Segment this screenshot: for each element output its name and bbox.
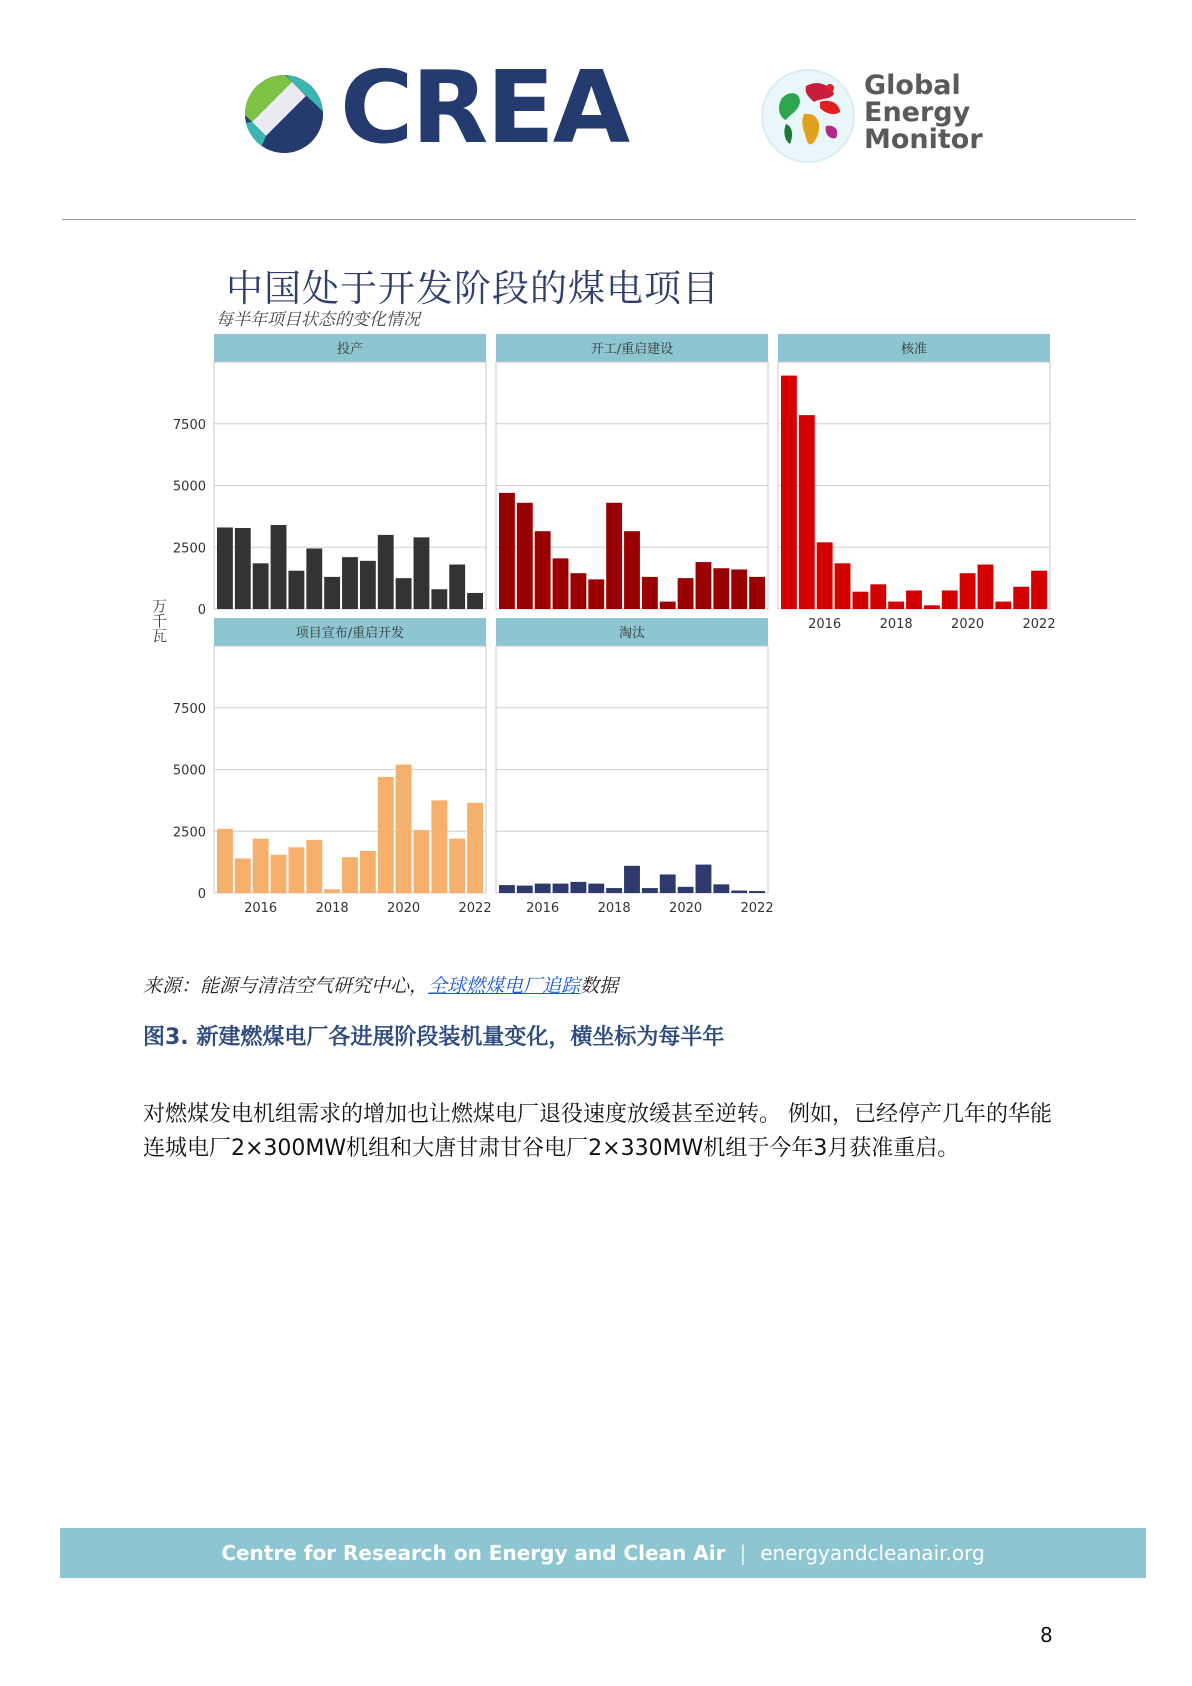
bar: [642, 577, 658, 609]
facet-title: 开工/重启建设: [590, 342, 674, 357]
bar: [660, 602, 676, 609]
bar: [870, 584, 886, 609]
y-tick-label: 7500: [172, 701, 206, 717]
bar: [288, 571, 304, 609]
bar: [324, 577, 340, 609]
y-tick-label: 2500: [172, 825, 206, 841]
bar: [217, 829, 233, 893]
x-tick-label: 2016: [808, 617, 842, 632]
bar: [906, 590, 922, 609]
bar: [678, 887, 694, 893]
x-tick-label: 2020: [669, 901, 703, 916]
bar: [570, 573, 586, 609]
y-tick-label: 0: [197, 603, 206, 618]
x-tick-label: 2022: [1022, 617, 1056, 632]
y-tick-label: 5000: [172, 479, 206, 495]
bar: [378, 777, 394, 893]
bar: [642, 888, 658, 893]
bar: [378, 535, 394, 609]
source-prefix: 来源：能源与清洁空气研究中心，: [143, 975, 429, 997]
facet-title: 项目宣布/重启开发: [295, 626, 405, 641]
bar: [306, 840, 322, 893]
chart-subtitle: 每半年项目状态的变化情况: [216, 310, 420, 330]
bar: [253, 563, 269, 609]
facet-title: 核准: [900, 342, 928, 357]
facet-title: 淘汰: [618, 626, 646, 641]
figure-caption: 图3. 新建燃煤电厂各进展阶段装机量变化，横坐标为每半年: [143, 1025, 725, 1050]
y-tick-label: 2500: [172, 541, 206, 557]
bar: [749, 577, 765, 609]
bar: [253, 839, 269, 893]
bar: [553, 558, 569, 609]
bar: [924, 605, 940, 609]
source-link[interactable]: 全球燃煤电厂追踪: [428, 975, 581, 997]
bar: [1013, 587, 1029, 609]
bar: [817, 542, 833, 609]
bar: [888, 602, 904, 609]
bar: [799, 415, 815, 609]
bar: [588, 884, 604, 893]
y-axis-label: 万千瓦: [150, 598, 168, 643]
bar: [960, 573, 976, 609]
bar: [606, 503, 622, 609]
bar: [235, 528, 251, 609]
x-tick-label: 2020: [951, 617, 985, 632]
y-tick-label: 0: [197, 887, 206, 902]
bar: [749, 891, 765, 893]
bar: [1031, 571, 1047, 609]
bar: [731, 569, 747, 609]
bar: [606, 888, 622, 893]
bar: [852, 592, 868, 609]
bar: [499, 493, 515, 609]
bar: [449, 565, 465, 609]
bar: [342, 557, 358, 609]
bar: [696, 865, 712, 893]
source-line: [143, 971, 618, 998]
source-suffix: 数据: [580, 975, 619, 997]
body-paragraph: 对燃煤发电机组需求的增加也让燃煤电厂退役速度放缓甚至逆转。 例如，已经停产几年的华能连城电厂2×300MW机组和大唐甘肃甘谷电厂2×330MW机组于今年3月获准重启。: [143, 1102, 1052, 1161]
bar: [660, 874, 676, 893]
bar: [414, 537, 430, 609]
bar: [449, 839, 465, 893]
bar: [995, 602, 1011, 609]
bar: [978, 565, 994, 609]
bar: [835, 563, 851, 609]
footer-separator: |: [739, 1541, 747, 1565]
page-number: 8: [1040, 1623, 1053, 1647]
bar: [517, 886, 533, 893]
x-tick-label: 2022: [458, 901, 492, 916]
bar: [588, 579, 604, 609]
bar: [342, 857, 358, 893]
bar: [570, 882, 586, 893]
bar: [235, 858, 251, 893]
bar: [624, 531, 640, 609]
bar: [781, 376, 797, 609]
footer-org: Centre for Research on Energy and Clean Air: [221, 1541, 726, 1565]
bar: [517, 503, 533, 609]
x-tick-label: 2018: [879, 617, 913, 632]
bar: [535, 884, 551, 893]
bar: [360, 561, 376, 609]
bar: [678, 578, 694, 609]
bar: [306, 548, 322, 609]
bar: [731, 891, 747, 893]
bar: [499, 885, 515, 893]
bar: [942, 590, 958, 609]
bar: [414, 830, 430, 893]
footer-bar: [60, 1528, 1146, 1578]
bar: [431, 589, 447, 609]
bar: [553, 884, 569, 893]
y-tick-label: 7500: [172, 417, 206, 433]
crea-logo-text: CREA: [340, 49, 629, 166]
bar: [624, 866, 640, 893]
gem-logo-text: Global Energy Monitor: [864, 70, 983, 155]
footer-website[interactable]: energyandcleanair.org: [760, 1541, 985, 1565]
x-tick-label: 2018: [315, 901, 349, 916]
bar: [696, 562, 712, 609]
bar: [324, 889, 340, 893]
bar: [467, 593, 483, 609]
chart-title: 中国处于开发阶段的煤电项目: [226, 267, 720, 310]
x-tick-label: 2022: [740, 901, 774, 916]
bar: [360, 851, 376, 893]
bar: [535, 531, 551, 609]
x-tick-label: 2020: [387, 901, 421, 916]
bar: [431, 800, 447, 893]
bar: [713, 884, 729, 893]
bar: [271, 525, 287, 609]
facet-title: 投产: [336, 342, 364, 357]
x-tick-label: 2016: [244, 901, 278, 916]
bar: [217, 527, 233, 609]
bar: [713, 568, 729, 609]
bar: [396, 578, 412, 609]
x-tick-label: 2016: [526, 901, 560, 916]
bar: [396, 765, 412, 893]
bar: [271, 855, 287, 893]
bar: [288, 847, 304, 893]
y-tick-label: 5000: [172, 763, 206, 779]
bar: [467, 803, 483, 893]
x-tick-label: 2018: [597, 901, 631, 916]
